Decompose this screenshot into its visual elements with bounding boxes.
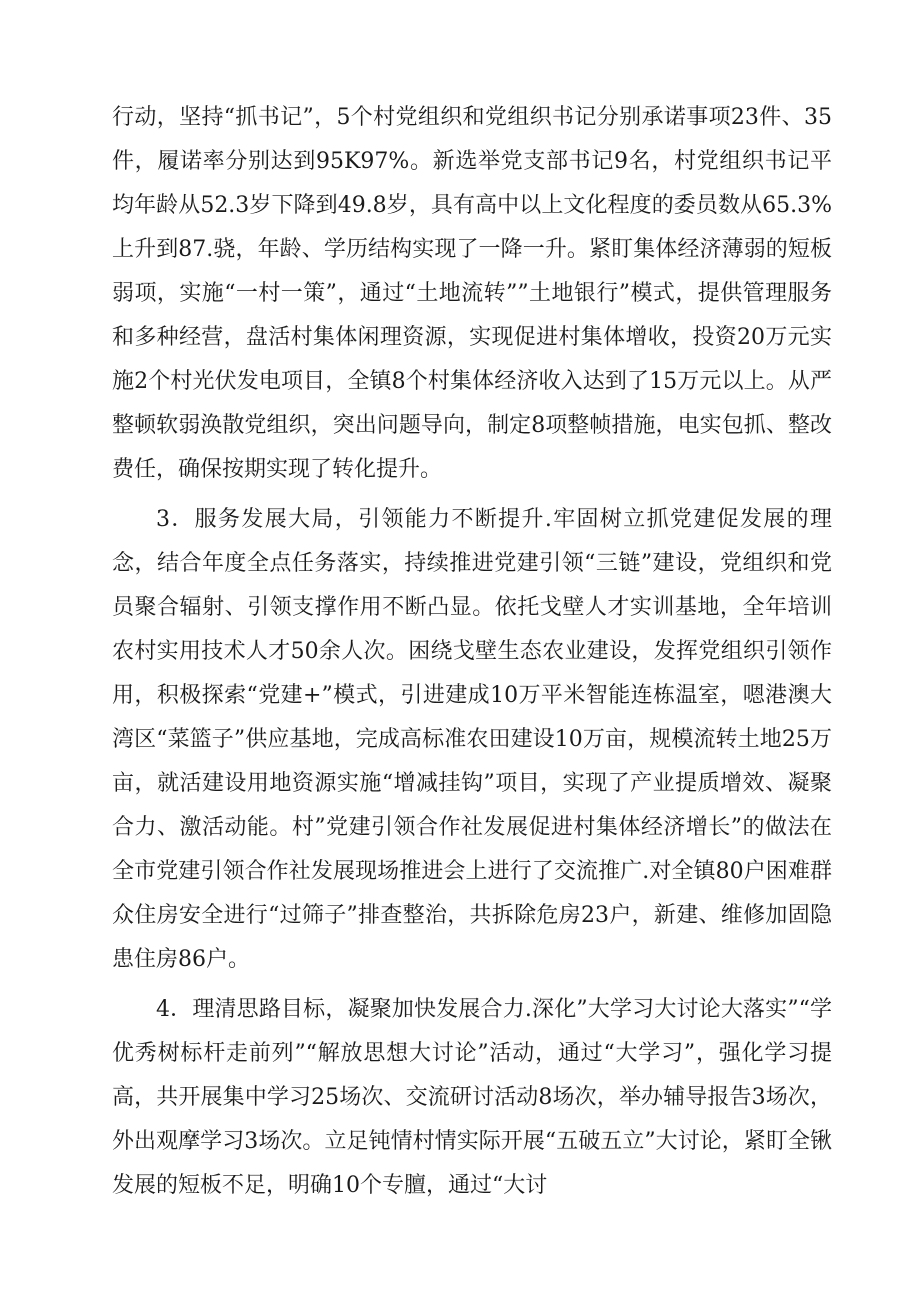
- paragraph-clarify-goals: 4．理清思路目标，凝聚加快发展合力.深化”大学习大讨论大落实”“学优秀树标杆走前列”“解放思想大讨论”活动，通过“大学习”，强化学习提高，共开展集中学习25场次、交流研讨活动8场次，举办辅导报告3场次，外出观摩学习3场次。立足钝情村情实际开展“五破五立”大讨论，紧盯全锹发展的短板不足，明确10个专膻，通过“大讨: [112, 997, 832, 1198]
- document-body: [112, 96, 832, 1214]
- paragraph-party-organization-actions: 行动，坚持“抓书记”，5个村党组织和党组织书记分别承诺事项23件、35件，履诺率分别达到95K97%。新选举党支部书记9名，村党组织书记平均年龄从52.3岁下降到49.8岁，具有高中以上文化程度的委员数从65.3%上升到87.骁，年龄、学历结构实现了一降一升。紧盯集体经济薄弱的短板弱项，实施“一村一策”，通过“土地流转””土地银行”模式，提供管理服务和多种经营，盘活村集体闲理资源，实现促进村集体增收，投资20万元实施2个村光伏发电项目，全镇8个村集体经济收入达到了15万元以上。从严整顿软弱涣散党组织，突出问题导向，制定8项整帧措施，电实包抓、整改费任，确保按期实现了转化提升。: [112, 105, 832, 482]
- paragraph-serve-development: 3．服务发展大局，引领能力不断提升.牢固树立抓党建促发展的理念，结合年度全点任务落实，持续推进党建引领“三链”建设，党组织和党员聚合辐射、引领支撑作用不断凸显。依托戈壁人才实训基地，全年培训农村实用技术人才50余人次。困绕戈壁生态农业建设，发挥党组织引领作用，积极探索“党建+”模式，引进建成10万平米智能连栋温室，嗯港澳大湾区“菜篮子”供应基地，完成高标准农田建设10万亩，规模流转土地25万亩，就活建设用地资源实施“增减挂钩”项目，实现了产业提质增效、凝聚合力、激活动能。村”党建引领合作社发展促进村集体经济增长”的做法在全市党建引领合作社发展现场推进会上进行了交流推广.对全镇80户困难群众住房安全进行“过筛子”排查整治，共拆除危房23户，新建、维修加固隐患住房86户。: [112, 507, 832, 972]
